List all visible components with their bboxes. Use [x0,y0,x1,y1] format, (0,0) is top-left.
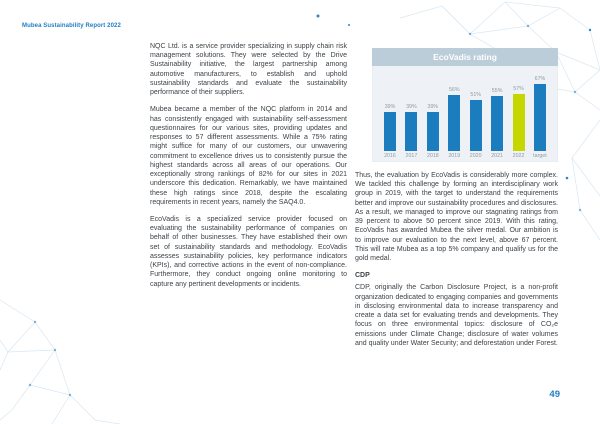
bar-value-label: 51% [470,92,481,98]
paragraph-mubea-nqc-membership: Mubea became a member of the NQC platform in 2014 and has consistently engaged with sustainability self-assessment questionnaires for our various sites, providing updates and responses to 57 different assessments. While a 75% rating might suffice for many of our customers, our unwavering commitment to excellence drives us to consistently pursue the highest standards across all areas of our operations. Our exceptionally strong rankings of 82% for our sites in 2021 underscore this dedication. Remarkably, we have maintained these high ratings since 2018, despite the escalating requirements in recent years, namely the SAQ4.0. [150,106,347,206]
page-number: 49 [549,389,560,400]
bar-category-label: 2019 [448,153,461,159]
bar-category-label: 2016 [384,153,396,159]
bar-value-label: 56% [448,87,460,93]
bar-category-label: 2021 [491,153,503,159]
chart-bars [372,66,558,162]
right-column [355,48,558,356]
chart-title: EcoVadis rating [372,48,558,66]
paragraph-cdp: CDP, originally the Carbon Disclosure Project, is a non-profit organization dedicated to engaging companies and governments in disclosing environmental data to increase transparency and create a data set for evaluating trends and developments. They focus on three environmental topics: disclosure of CO₂e emissions under Climate Change; disclosure of water volumes and quality under Water Security; and deforestation under Forest. [355,284,558,347]
bar [513,94,525,151]
bar-value-label: 55% [491,88,503,94]
chart-bar-2019 [444,87,464,159]
paragraph-ecovadis-intro: EcoVadis is a specialized service provider focused on evaluating the sustainability performance of companies on behalf of other businesses. They have established their own set of sustainability standards and methodology. EcoVadis assesses sustainability policies, key performance indicators (KPIs), and corrective actions in the event of non-compliance. Furthermore, they conduct ongoing online monitoring to capture any pertinent developments or incidents. [150,215,347,288]
bar [405,112,417,151]
chart-bar-2016 [380,104,400,159]
cdp-heading: CDP [355,272,370,280]
bar [534,84,546,151]
bar-value-label: 57% [513,86,524,92]
chart-bar-2017 [401,104,421,159]
left-column [150,42,347,297]
bar-value-label: 39% [427,104,439,110]
bar-category-label: target [533,153,547,159]
bar-category-label: 2018 [426,153,439,159]
bar [491,96,503,151]
report-title: Mubea Sustainability Report 2022 [22,23,121,29]
paragraph-ecovadis-results: Thus, the evaluation by EcoVadis is considerably more complex. We tackled this challenge by forming an interdisciplinary work group in 2019, with the target to understand the requirements better and improve our sustainability procedures and disclosures. As a result, we managed to improve our stagnating ratings from 39 percent to above 50 percent since 2019. With this rating, EcoVadis has awarded Mubea the silver medal. Our ambition is to improve our evaluation to the next level, above 67 percent. This will rate Mubea as a top 5% company and qualify us for the gold medal. [355,172,558,263]
bar-value-label: 39% [384,104,396,110]
bar-value-label: 39% [406,104,417,110]
chart-bar-2020 [466,92,486,159]
paragraph-nqc: NQC Ltd. is a service provider specializing in supply chain risk management solutions. They were selected by the Drive Sustainability initiative, the largest partnership among automotive manufacturers, to establish and uphold sustainability standards and evaluate the sustainability performance of their suppliers. [150,43,347,97]
chart-bar-2022 [509,86,529,159]
bar-category-label: 2017 [405,153,418,159]
bar-category-label: 2020 [469,153,482,159]
chart-bar-2021 [487,88,507,159]
bar [470,100,482,151]
bar [384,112,396,151]
ecovadis-rating-chart [372,48,558,162]
chart-bar-target [530,76,550,159]
bar-value-label: 67% [534,76,546,82]
bar-category-label: 2022 [512,153,525,159]
bar [427,112,439,151]
bar [448,95,460,151]
chart-bar-2018 [423,104,443,159]
